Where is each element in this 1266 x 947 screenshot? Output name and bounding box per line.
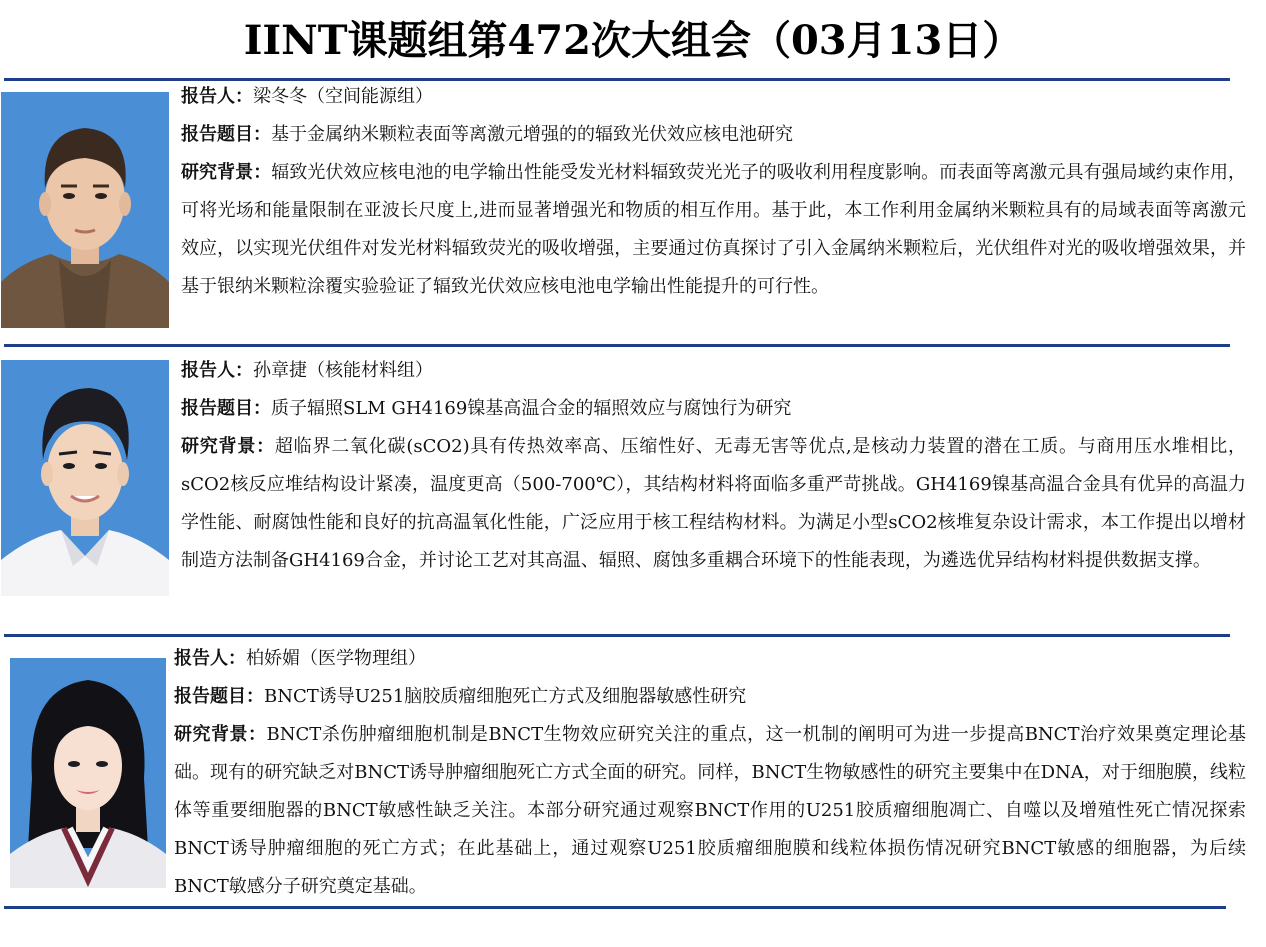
- report-2: [181, 352, 1246, 580]
- topic-label: 报告题目：: [174, 686, 264, 707]
- report-1: [181, 78, 1246, 306]
- presenter-label: 报告人：: [181, 86, 253, 107]
- topic-text: 基于金属纳米颗粒表面等离激元增强的的辐致光伏效应核电池研究: [271, 124, 793, 145]
- background-label: 研究背景：: [181, 436, 275, 457]
- presenter-line: [174, 640, 1246, 678]
- divider-1: [4, 344, 1230, 347]
- presenter-name: 孙章捷（核能材料组）: [253, 360, 433, 381]
- divider-bottom: [4, 906, 1226, 909]
- divider-2: [4, 634, 1230, 637]
- topic-label: 报告题目：: [181, 124, 271, 145]
- topic-line: [181, 390, 1246, 428]
- background-text: BNCT杀伤肿瘤细胞机制是BNCT生物效应研究关注的重点，这一机制的阐明可为进一步提高BNCT治疗效果奠定理论基础。现有的研究缺乏对BNCT诱导肿瘤细胞死亡方式全面的研究。同样，BNCT生物敏感性的研究主要集中在DNA，对于细胞膜，线粒体等重要细胞器的BNCT敏感性缺乏关注。本部分研究通过观察BNCT作用的U251胶质瘤细胞凋亡、自噬以及增殖性死亡情况探索BNCT诱导肿瘤细胞的死亡方式；在此基础上，通过观察U251胶质瘤细胞膜和线粒体损伤情况研究BNCT敏感的细胞器，为后续BNCT敏感分子研究奠定基础。: [174, 724, 1247, 897]
- presenter-label: 报告人：: [174, 648, 246, 669]
- background-paragraph: [181, 154, 1246, 306]
- background-label: 研究背景：: [181, 162, 272, 183]
- background-text: 超临界二氧化碳(sCO2)具有传热效率高、压缩性好、无毒无害等优点,是核动力装置的潜在工质。与商用压水堆相比，sCO2核反应堆结构设计紧凑，温度更高（500-700℃），其结构材料将面临多重严苛挑战。GH4169镍基高温合金具有优异的高温力学性能、耐腐蚀性能和良好的抗高温氧化性能，广泛应用于核工程结构材料。为满足小型sCO2核堆复杂设计需求，本工作提出以增材制造方法制备GH4169合金，并讨论工艺对其高温、辐照、腐蚀多重耦合环境下的性能表现，为遴选优异结构材料提供数据支撑。: [181, 436, 1246, 571]
- presenter-photo-1: [1, 92, 169, 328]
- presenter-name: 梁冬冬（空间能源组）: [253, 86, 433, 107]
- topic-line: [174, 678, 1246, 716]
- page-title: IINT课题组第472次大组会（03月13日）: [243, 17, 1023, 64]
- presenter-line: [181, 352, 1246, 390]
- presenter-label: 报告人：: [181, 360, 253, 381]
- background-paragraph: [181, 428, 1246, 580]
- topic-text: 质子辐照SLM GH4169镍基高温合金的辐照效应与腐蚀行为研究: [271, 398, 792, 419]
- presenter-photo-3: [10, 658, 166, 888]
- topic-label: 报告题目：: [181, 398, 271, 419]
- presenter-name: 柏娇媚（医学物理组）: [246, 648, 426, 669]
- topic-line: [181, 116, 1246, 154]
- background-text: 辐致光伏效应核电池的电学输出性能受发光材料辐致荧光光子的吸收利用程度影响。而表面等离激元具有强局域约束作用，可将光场和能量限制在亚波长尺度上,进而显著增强光和物质的相互作用。基于此，本工作利用金属纳米颗粒具有的局域表面等离激元效应，以实现光伏组件对发光材料辐致荧光的吸收增强，主要通过仿真探讨了引入金属纳米颗粒后，光伏组件对光的吸收增强效果，并基于银纳米颗粒涂覆实验验证了辐致光伏效应核电池电学输出性能提升的可行性。: [181, 162, 1247, 297]
- background-paragraph: [174, 716, 1246, 906]
- background-label: 研究背景：: [174, 724, 267, 745]
- report-3: [174, 640, 1246, 906]
- presenter-photo-2: [1, 360, 169, 596]
- topic-text: BNCT诱导U251脑胶质瘤细胞死亡方式及细胞器敏感性研究: [264, 686, 747, 707]
- presenter-line: [181, 78, 1246, 116]
